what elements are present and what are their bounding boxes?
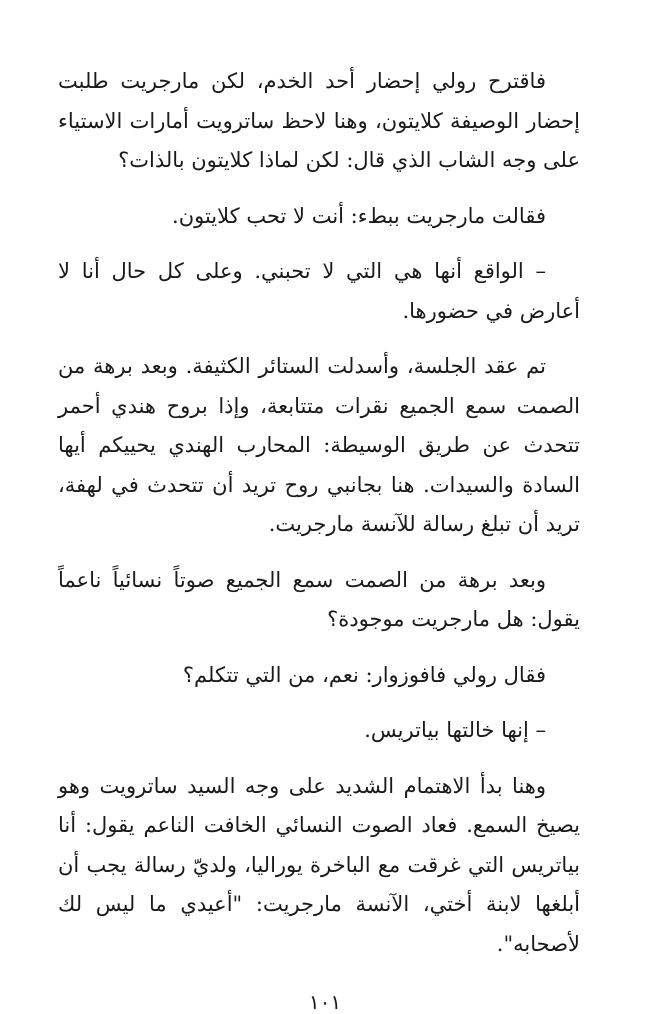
paragraph-8: وهنا بدأ الاهتمام الشديد على وجه السيد ساترويت وهو يصيخ السمع. فعاد الصوت النسائي الخافت الناعم يقول: أنا بياتريس التي غرقت مع الباخرة يوراليا، ولديّ رسالة يجب أن أبلغها لابنة أختي، الآنسة مارجريت: "أعيدي ما ليس لك لأصحابه". — [58, 773, 580, 956]
paragraph-6: فقال رولي فافوزوار: نعم، من التي تتكلم؟ — [182, 662, 546, 687]
paragraph-7: – إنها خالتها بياتريس. — [364, 718, 546, 742]
paragraph-3: – الواقع أنها هي التي لا تحبني. وعلى كل حال أنا لا أعارض في حضورها. — [58, 259, 580, 323]
paragraph-2: فقالت مارجريت ببطء: أنت لا تحب كلايتون. — [172, 203, 546, 228]
paragraph-5: وبعد برهة من الصمت سمع الجميع صوتاً نسائياً ناعماً يقول: هل مارجريت موجودة؟ — [58, 567, 580, 631]
body-text — [58, 62, 580, 964]
paragraph-4: تم عقد الجلسة، وأسدلت الستائر الكثيفة. وبعد برهة من الصمت سمع الجميع نقرات متتابعة، وإذا بروح هندي أحمر تتحدث عن طريق الوسيطة: المحارب الهندي يحييكم أيها السادة والسيدات. هنا بجانبي روح تريد أن تتحدث في لهفة، تريد أن تبلغ رسالة للآنسة مارجريت. — [58, 354, 580, 536]
page-number: ١٠١ — [308, 990, 342, 1014]
paragraph-1: فاقترح رولي إحضار أحد الخدم، لكن مارجريت طلبت إحضار الوصيفة كلايتون، وهنا لاحظ ساترويت أمارات الاستياء على وجه الشاب الذي قال: لكن لماذا كلايتون بالذات؟ — [58, 69, 580, 172]
